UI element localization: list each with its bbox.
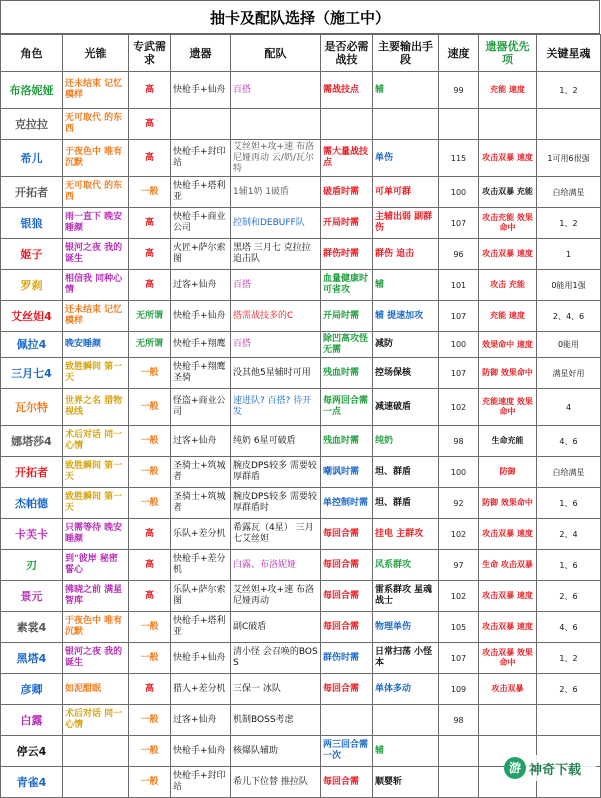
team-cell: 机制BOSS考虑 <box>231 705 321 736</box>
eidolon-cell: 1、6 <box>537 488 601 519</box>
lightcone-cell: 到"彼岸 秘密誓心 <box>63 550 129 581</box>
output-cell: 辅 提速加攻 <box>373 301 439 332</box>
lightcone-cell: 银河之夜 我的诞生 <box>63 239 129 270</box>
table-row <box>1 270 601 301</box>
team-table <box>0 34 601 798</box>
table-row <box>1 109 601 140</box>
relics-cell: 乐队+萨尔索图 <box>171 581 231 612</box>
output-cell: 单体多动 <box>373 674 439 705</box>
signature-need-cell: 无所谓 <box>129 332 171 358</box>
output-cell: 减速破盾 <box>373 389 439 426</box>
watermark-text: 神奇下载 <box>529 762 582 778</box>
eidolon-cell <box>537 109 601 140</box>
skill-need-cell: 嘲讽时需 <box>321 457 373 488</box>
team-cell: 艾丝妲+攻+速 布洛尼娅再动 云/奶/瓦尔特 <box>231 140 321 177</box>
relics-cell: 过客+仙舟 <box>171 426 231 457</box>
relic-priority-cell: 防御 效果命中 <box>479 488 537 519</box>
lightcone-cell: 还未结束 记忆模样 <box>63 72 129 109</box>
eidolon-cell: 1、2 <box>537 72 601 109</box>
table-row <box>1 72 601 109</box>
skill-need-cell: 需大量战技点 <box>321 140 373 177</box>
output-cell: 物理单伤 <box>373 612 439 643</box>
team-cell: 黑塔 三月七 克拉拉 追击队 <box>231 239 321 270</box>
output-cell: 辅 <box>373 270 439 301</box>
role-name-cell: 克拉拉 <box>1 109 63 140</box>
relics-cell: 乐队+差分机 <box>171 519 231 550</box>
skill-need-cell: 每回合需 <box>321 581 373 612</box>
skill-need-cell: 每回合需 <box>321 767 373 798</box>
skill-need-cell: 每回合需 <box>321 519 373 550</box>
relics-cell: 快枪手+仙舟 <box>171 643 231 674</box>
role-name-cell: 彦卿 <box>1 674 63 705</box>
speed-cell: 107 <box>439 208 479 239</box>
relics-cell: 快枪手+仙舟 <box>171 301 231 332</box>
eidolon-cell: 4、6 <box>537 426 601 457</box>
output-cell: 减防 <box>373 332 439 358</box>
lightcone-cell: 只需等待 晚安睡颜 <box>63 519 129 550</box>
role-name-cell: 素裳4 <box>1 612 63 643</box>
signature-need-cell: 一般 <box>129 643 171 674</box>
speed-cell: 102 <box>439 519 479 550</box>
relic-priority-cell: 攻击双暴 <box>479 674 537 705</box>
eidolon-cell <box>537 705 601 736</box>
role-name-cell: 青雀4 <box>1 767 63 798</box>
speed-cell: 92 <box>439 488 479 519</box>
relics-cell: 快枪手+塔利亚 <box>171 177 231 208</box>
output-cell: 群伤 追击 <box>373 239 439 270</box>
lightcone-cell: 术后对话 同一心情 <box>63 426 129 457</box>
relic-priority-cell <box>479 705 537 736</box>
role-name-cell: 停云4 <box>1 736 63 767</box>
role-name-cell: 希儿 <box>1 140 63 177</box>
relic-priority-cell: 攻击充能 效果命中 <box>479 208 537 239</box>
skill-need-cell: 群伤时需 <box>321 239 373 270</box>
relic-priority-cell: 攻击双暴 速度 <box>479 519 537 550</box>
speed-cell: 115 <box>439 140 479 177</box>
relic-priority-cell: 攻击 充能 <box>479 270 537 301</box>
lightcone-cell: 还未结束 记忆模样 <box>63 301 129 332</box>
signature-need-cell: 高 <box>129 519 171 550</box>
speed-cell: 107 <box>439 301 479 332</box>
skill-need-cell <box>321 705 373 736</box>
table-row <box>1 488 601 519</box>
speed-cell <box>439 109 479 140</box>
relic-priority-cell: 攻击双暴 速度 <box>479 239 537 270</box>
role-name-cell: 景元 <box>1 581 63 612</box>
lightcone-cell: 无可取代 的东西 <box>63 109 129 140</box>
skill-need-cell: 每回合需 <box>321 550 373 581</box>
output-cell: 辅 <box>373 72 439 109</box>
output-cell: 主辅出弱 副群伤 <box>373 208 439 239</box>
signature-need-cell: 一般 <box>129 736 171 767</box>
team-cell: 副C破盾 <box>231 612 321 643</box>
speed-cell: 107 <box>439 358 479 389</box>
team-cell: 希露瓦（4星） 三月七艾丝妲 <box>231 519 321 550</box>
output-cell: 控场保核 <box>373 358 439 389</box>
team-cell: 核爆队辅助 <box>231 736 321 767</box>
output-cell: 雷系群攻 星魂战士 <box>373 581 439 612</box>
team-cell: 腕皮DPS较多 需要较厚群盾时 <box>231 488 321 519</box>
output-cell: 纯奶 <box>373 426 439 457</box>
lightcone-cell <box>63 767 129 798</box>
team-cell: 腕皮DPS较多 需要较厚群盾 <box>231 457 321 488</box>
role-name-cell: 黑塔4 <box>1 643 63 674</box>
speed-cell <box>439 767 479 798</box>
skill-need-cell: 群伤时需 <box>321 643 373 674</box>
skill-need-cell: 残血时需 <box>321 426 373 457</box>
table-row <box>1 705 601 736</box>
relics-cell <box>171 109 231 140</box>
signature-need-cell: 高 <box>129 72 171 109</box>
role-name-cell: 银狼 <box>1 208 63 239</box>
skill-need-cell: 残血时需 <box>321 358 373 389</box>
table-row <box>1 674 601 705</box>
relic-priority-cell: 防御 <box>479 457 537 488</box>
relics-cell: 快枪手+仙舟 <box>171 72 231 109</box>
speed-cell: 100 <box>439 177 479 208</box>
team-cell: 速进队? 百搭? 待开发 <box>231 389 321 426</box>
lightcone-cell: 无可取代 的东西 <box>63 177 129 208</box>
header-team: 配队 <box>231 35 321 72</box>
role-name-cell: 佩拉4 <box>1 332 63 358</box>
signature-need-cell: 高 <box>129 239 171 270</box>
lightcone-cell: 相信我 同种心情 <box>63 270 129 301</box>
lightcone-cell: 于夜色中 唯有沉默 <box>63 140 129 177</box>
output-cell: 挂电 主群攻 <box>373 519 439 550</box>
team-cell: 搭需战技多的C <box>231 301 321 332</box>
skill-need-cell: 每回合需 <box>321 674 373 705</box>
signature-need-cell: 高 <box>129 674 171 705</box>
signature-need-cell: 高 <box>129 109 171 140</box>
relics-cell: 快枪手+仙舟 <box>171 736 231 767</box>
eidolon-cell: 1、2 <box>537 208 601 239</box>
speed-cell: 98 <box>439 426 479 457</box>
eidolon-cell: 2、6 <box>537 674 601 705</box>
team-cell <box>231 109 321 140</box>
table-row <box>1 239 601 270</box>
table-row <box>1 581 601 612</box>
skill-need-cell: 破盾时需 <box>321 177 373 208</box>
lightcone-cell: 雨一直下 晚安睡颜 <box>63 208 129 239</box>
table-row <box>1 332 601 358</box>
role-name-cell: 姬子 <box>1 239 63 270</box>
speed-cell: 97 <box>439 550 479 581</box>
table-row <box>1 208 601 239</box>
skill-need-cell <box>321 109 373 140</box>
page-title: 抽卡及配队选择（施工中） <box>0 0 600 34</box>
relic-priority-cell: 生命充能 <box>479 426 537 457</box>
skill-need-cell: 需战技点 <box>321 72 373 109</box>
header-role: 角色 <box>1 35 63 72</box>
team-cell: 1辅1奶 1破盾 <box>231 177 321 208</box>
header-speed: 速度 <box>439 35 479 72</box>
eidolon-cell: 1 <box>537 239 601 270</box>
signature-need-cell: 高 <box>129 208 171 239</box>
header-skill: 是否必需战技 <box>321 35 373 72</box>
output-cell <box>373 109 439 140</box>
team-cell: 百搭 <box>231 72 321 109</box>
speed-cell: 96 <box>439 239 479 270</box>
speed-cell: 105 <box>439 612 479 643</box>
speed-cell <box>439 736 479 767</box>
header-eidolon: 关键星魂 <box>537 35 601 72</box>
relic-priority-cell: 充能 速度 <box>479 301 537 332</box>
role-name-cell: 布洛妮娅 <box>1 72 63 109</box>
lightcone-cell: 于夜色中 唯有沉默 <box>63 612 129 643</box>
signature-need-cell: 无所谓 <box>129 301 171 332</box>
role-name-cell: 三月七4 <box>1 358 63 389</box>
speed-cell: 98 <box>439 705 479 736</box>
output-cell: 辅 <box>373 736 439 767</box>
output-cell: 可单可群 <box>373 177 439 208</box>
team-cell: 艾丝妲+攻+速 布洛尼娅再动 <box>231 581 321 612</box>
role-name-cell: 开拓者 <box>1 177 63 208</box>
output-cell: 顺婴斩 <box>373 767 439 798</box>
speed-cell: 109 <box>439 674 479 705</box>
relic-priority-cell: 效果命中 速度 <box>479 332 537 358</box>
lightcone-cell: 世界之名 猎物视线 <box>63 389 129 426</box>
header-relics: 遗器 <box>171 35 231 72</box>
header-output: 主要输出手段 <box>373 35 439 72</box>
skill-need-cell: 每两回合需一点 <box>321 389 373 426</box>
table-row <box>1 426 601 457</box>
relic-priority-cell: 生命 攻击双暴 <box>479 550 537 581</box>
relic-priority-cell: 充能 速度 <box>479 72 537 109</box>
speed-cell: 107 <box>439 643 479 674</box>
relics-cell: 快枪手+塔利亚 <box>171 612 231 643</box>
output-cell <box>373 705 439 736</box>
table-row <box>1 177 601 208</box>
signature-need-cell: 高 <box>129 550 171 581</box>
table-row <box>1 643 601 674</box>
speed-cell: 99 <box>439 72 479 109</box>
team-cell: 没其他5星辅时可用 <box>231 358 321 389</box>
team-cell: 清小怪 会召唤的BOSS <box>231 643 321 674</box>
table-row <box>1 140 601 177</box>
signature-need-cell: 一般 <box>129 612 171 643</box>
relics-cell: 快枪手+商业公司 <box>171 208 231 239</box>
skill-need-cell: 血量健康时可省攻 <box>321 270 373 301</box>
lightcone-cell: 如泥酣眠 <box>63 674 129 705</box>
skill-need-cell: 开局时需 <box>321 301 373 332</box>
lightcone-cell: 拂晓之前 满星智库 <box>63 581 129 612</box>
relic-priority-cell: 攻击双暴 速度 <box>479 581 537 612</box>
relics-cell: 圣骑士+筑城者 <box>171 488 231 519</box>
relic-priority-cell: 攻击双暴 效果命中 <box>479 643 537 674</box>
table-row <box>1 612 601 643</box>
eidolon-cell: 1、6 <box>537 550 601 581</box>
relics-cell: 火匠+萨尔索图 <box>171 239 231 270</box>
signature-need-cell: 一般 <box>129 389 171 426</box>
lightcone-cell <box>63 736 129 767</box>
lightcone-cell: 术后对话 同一心情 <box>63 705 129 736</box>
eidolon-cell: 1可用6很强 <box>537 140 601 177</box>
header-relic-priority: 遗器优先项 <box>479 35 537 72</box>
signature-need-cell: 高 <box>129 140 171 177</box>
output-cell: 坦、群盾 <box>373 488 439 519</box>
speed-cell: 100 <box>439 457 479 488</box>
speed-cell: 101 <box>439 270 479 301</box>
role-name-cell: 罗刹 <box>1 270 63 301</box>
signature-need-cell: 一般 <box>129 457 171 488</box>
watermark <box>504 755 596 781</box>
table-row <box>1 519 601 550</box>
table-row <box>1 358 601 389</box>
skill-need-cell: 开局时需 <box>321 208 373 239</box>
speed-cell: 102 <box>439 581 479 612</box>
eidolon-cell: 满星好用 <box>537 358 601 389</box>
output-cell: 单伤 <box>373 140 439 177</box>
relics-cell: 猎人+差分机 <box>171 674 231 705</box>
relic-priority-cell: 攻击双暴 速度 <box>479 612 537 643</box>
relics-cell: 快枪手+翔鹰圣骑 <box>171 358 231 389</box>
team-cell: 纯奶 6星可破盾 <box>231 426 321 457</box>
lightcone-cell: 致胜瞬间 第一天 <box>63 358 129 389</box>
table-row <box>1 457 601 488</box>
relics-cell: 快枪手+翔鹰 <box>171 332 231 358</box>
relics-cell: 快枪手+封印站 <box>171 767 231 798</box>
eidolon-cell: 0能用1强 <box>537 270 601 301</box>
team-cell: 希儿下位替 推拉队 <box>231 767 321 798</box>
relics-cell: 快枪手+差分机 <box>171 550 231 581</box>
table-row <box>1 389 601 426</box>
signature-need-cell: 高 <box>129 270 171 301</box>
lightcone-cell: 致胜瞬间 第一天 <box>63 488 129 519</box>
header-lightcone: 光锥 <box>63 35 129 72</box>
eidolon-cell: 白给满星 <box>537 177 601 208</box>
skill-need-cell: 两三回合需一次 <box>321 736 373 767</box>
watermark-logo-icon: 游 <box>504 757 526 779</box>
output-cell: 坦、群盾 <box>373 457 439 488</box>
signature-need-cell: 一般 <box>129 705 171 736</box>
relic-priority-cell <box>479 109 537 140</box>
skill-need-cell: 单控制时需 <box>321 488 373 519</box>
eidolon-cell: 2、4 <box>537 519 601 550</box>
relic-priority-cell: 攻击双暴 速度 <box>479 140 537 177</box>
signature-need-cell: 一般 <box>129 426 171 457</box>
table-body <box>1 72 601 798</box>
signature-need-cell: 一般 <box>129 177 171 208</box>
relics-cell: 怪盗+商业公司 <box>171 389 231 426</box>
eidolon-cell: 0能用 <box>537 332 601 358</box>
lightcone-cell: 晚安睡颜 <box>63 332 129 358</box>
relics-cell: 过客+仙舟 <box>171 270 231 301</box>
eidolon-cell: 白给满星 <box>537 457 601 488</box>
table-row <box>1 550 601 581</box>
eidolon-cell: 2、4、6 <box>537 301 601 332</box>
speed-cell: 100 <box>439 332 479 358</box>
eidolon-cell: 1、2 <box>537 643 601 674</box>
role-name-cell: 娜塔莎4 <box>1 426 63 457</box>
lightcone-cell: 银河之夜 我的诞生 <box>63 643 129 674</box>
team-cell: 控制和DEBUFF队 <box>231 208 321 239</box>
signature-need-cell: 一般 <box>129 358 171 389</box>
role-name-cell: 杰帕德 <box>1 488 63 519</box>
relics-cell: 圣骑士+筑城者 <box>171 457 231 488</box>
role-name-cell: 艾丝妲4 <box>1 301 63 332</box>
team-cell: 百搭 <box>231 332 321 358</box>
team-cell: 白露、布洛妮娅 <box>231 550 321 581</box>
role-name-cell: 瓦尔特 <box>1 389 63 426</box>
eidolon-cell: 2、6 <box>537 581 601 612</box>
signature-need-cell: 高 <box>129 581 171 612</box>
skill-need-cell: 每回合需 <box>321 612 373 643</box>
speed-cell: 102 <box>439 389 479 426</box>
eidolon-cell: 4 <box>537 389 601 426</box>
relic-priority-cell: 充能速度 效果命中 <box>479 389 537 426</box>
output-cell: 日常扫荡 小怪本 <box>373 643 439 674</box>
relics-cell: 过客+仙舟 <box>171 705 231 736</box>
team-cell: 百搭 <box>231 270 321 301</box>
signature-need-cell: 一般 <box>129 767 171 798</box>
role-name-cell: 白露 <box>1 705 63 736</box>
signature-need-cell: 一般 <box>129 488 171 519</box>
role-name-cell: 刃 <box>1 550 63 581</box>
table-header-row <box>1 35 601 72</box>
role-name-cell: 开拓者 <box>1 457 63 488</box>
relics-cell: 快枪手+封印站 <box>171 140 231 177</box>
skill-need-cell: 除凹高攻怪 无需 <box>321 332 373 358</box>
header-signature: 专武需求 <box>129 35 171 72</box>
relic-priority-cell: 攻击双暴 充能 <box>479 177 537 208</box>
lightcone-cell: 致胜瞬间 第一天 <box>63 457 129 488</box>
eidolon-cell: 4、6 <box>537 612 601 643</box>
table-row <box>1 301 601 332</box>
team-cell: 三保一 冰队 <box>231 674 321 705</box>
role-name-cell: 卡芙卡 <box>1 519 63 550</box>
relic-priority-cell: 防御 效果命中 <box>479 358 537 389</box>
output-cell: 风系群攻 <box>373 550 439 581</box>
